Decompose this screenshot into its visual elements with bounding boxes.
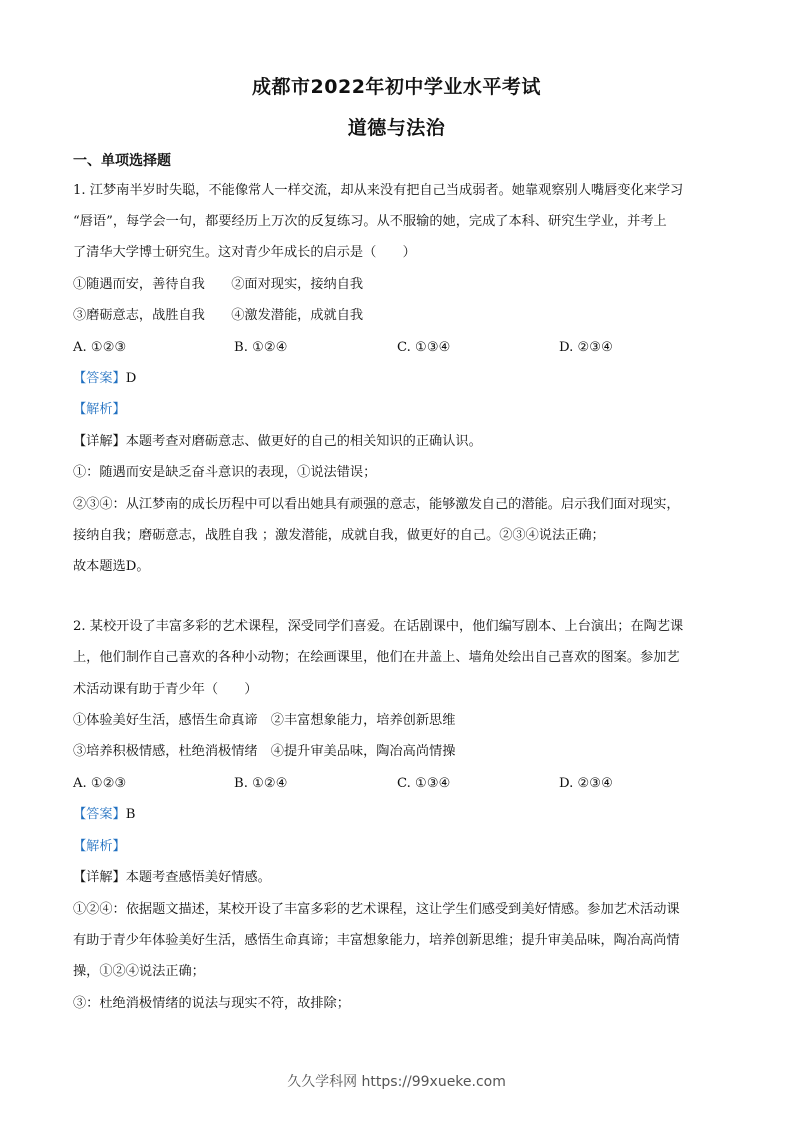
detail-text: 本题考查对磨砺意志、做更好的自己的相关知识的正确认识。 <box>125 434 482 449</box>
answer-value: B <box>125 807 136 822</box>
detail-line <box>73 433 723 451</box>
option-a: A. ①②③ <box>73 340 127 355</box>
page-footer: 久久学科网 https://99xueke.com <box>287 1074 506 1090</box>
statement-line: ③磨砺意志，战胜自我 ④激发潜能，成就自我 <box>73 308 364 323</box>
detail-line: ②③④：从江梦南的成长历程中可以看出她具有顽强的意志，能够激发自己的潜能。启示我们面对现实， <box>73 497 680 512</box>
answer-line <box>73 370 723 388</box>
analysis-line <box>73 401 723 419</box>
analysis-label: 【解析】 <box>73 839 126 854</box>
detail-line: 操，①②④说法正确； <box>73 964 205 979</box>
option-b: B. ①②④ <box>234 340 288 355</box>
answer-label: 【答案】 <box>73 371 126 386</box>
detail-line: 接纳自我；磨砺意志，战胜自我 ；激发潜能，成就自我，做更好的自己。②③④说法正确； <box>73 528 605 543</box>
question-stem-line: 2. 某校开设了丰富多彩的艺术课程，深受同学们喜爱。在话剧课中，他们编写剧本、上台演出；在陶艺课 <box>73 619 684 634</box>
statement-line: ①随遇而安，善待自我 ②面对现实，接纳自我 <box>73 277 364 292</box>
option-c: C. ①③④ <box>397 340 451 355</box>
detail-line <box>73 869 723 887</box>
answer-label: 【答案】 <box>73 807 126 822</box>
detail-line: 有助于青少年体验美好生活，感悟生命真谛；丰富想象能力，培养创新思维；提升审美品味，陶冶高尚情 <box>73 933 680 948</box>
question-stem-line: 1. 江梦南半岁时失聪，不能像常人一样交流，却从来没有把自己当成弱者。她靠观察别人嘴唇变化来学习 <box>73 183 684 198</box>
option-c: C. ①③④ <box>397 776 451 791</box>
detail-label: 【详解】 <box>73 870 126 885</box>
option-d: D. ②③④ <box>559 340 613 355</box>
detail-line: ①：随遇而安是缺乏奋斗意识的表现，①说法错误； <box>73 465 377 480</box>
detail-line: ①②④：依据题文描述，某校开设了丰富多彩的艺术课程，这让学生们感受到美好情感。参加艺术活动课 <box>73 902 680 917</box>
statement-line: ①体验美好生活，感悟生命真谛 ②丰富想象能力，培养创新思维 <box>73 713 456 728</box>
answer-line <box>73 806 723 824</box>
detail-text: 本题考查感悟美好情感。 <box>125 870 271 885</box>
option-a: A. ①②③ <box>73 776 127 791</box>
option-b: B. ①②④ <box>234 776 288 791</box>
detail-label: 【详解】 <box>73 434 126 449</box>
exam-title: 成都市2022年初中学业水平考试 <box>252 76 541 98</box>
analysis-line <box>73 838 723 856</box>
option-d: D. ②③④ <box>559 776 613 791</box>
question-stem-line: 术活动课有助于青少年（ ） <box>73 682 258 697</box>
subject-title: 道德与法治 <box>347 117 446 139</box>
question-stem-line: 上，他们制作自己喜欢的各种小动物；在绘画课里，他们在井盖上、墙角处绘出自己喜欢的图案。参加艺 <box>73 650 680 665</box>
answer-value: D <box>125 371 137 386</box>
detail-line: ③：杜绝消极情绪的说法与现实不符，故排除； <box>73 996 350 1011</box>
question-stem-line: “唇语”，每学会一句，都要经历上万次的反复练习。从不服输的她，完成了本科、研究生学业，并考上 <box>73 214 667 229</box>
analysis-label: 【解析】 <box>73 402 126 417</box>
statement-line: ③培养积极情感，杜绝消极情绪 ④提升审美品味，陶冶高尚情操 <box>73 744 456 759</box>
section-heading: 一、单项选择题 <box>73 153 171 169</box>
detail-line: 故本题选D。 <box>73 559 150 574</box>
question-stem-line: 了清华大学博士研究生。这对青少年成长的启示是（ ） <box>73 245 416 260</box>
